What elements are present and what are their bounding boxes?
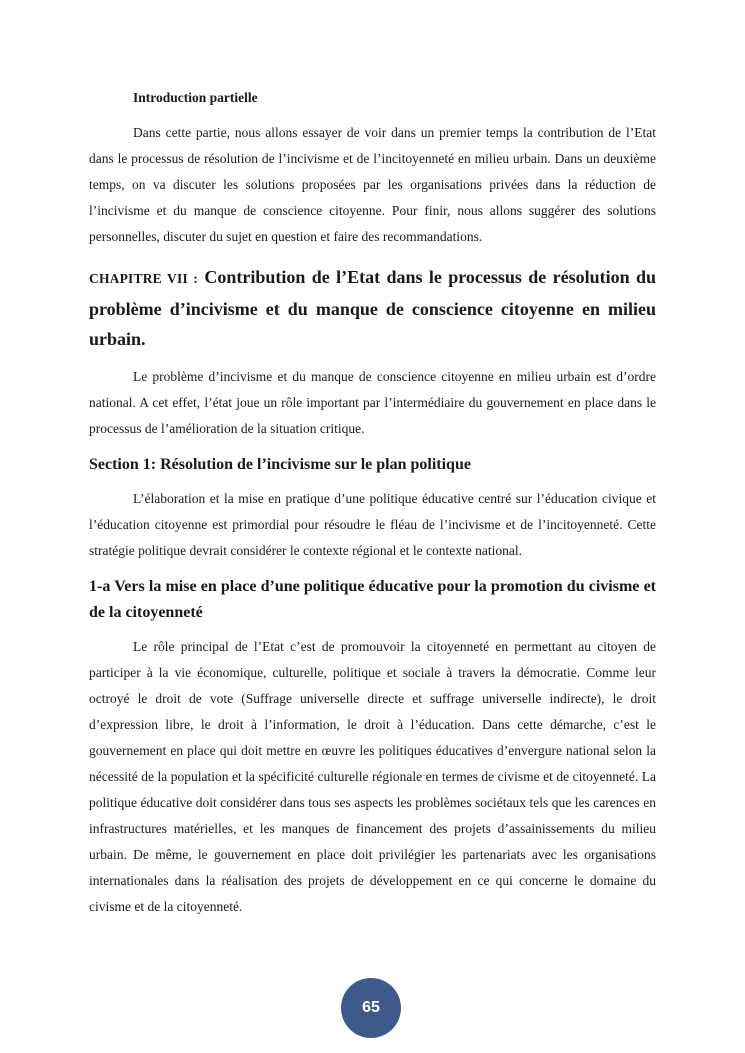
page-number-badge	[341, 978, 401, 1038]
intro-paragraph: Dans cette partie, nous allons essayer de voir dans un premier temps la contribution de l’Etat dans le processus de résolution de l’incivisme et de l’incitoyenneté en milieu urbain. Dans un deuxième temps, on va discuter les solutions proposées par les organisations privées dans la réduction de l’incivisme et du manque de conscience citoyenne. Pour finir, nous allons suggérer des solutions personnelles, discuter du sujet en question et faire des recommandations.	[89, 125, 656, 244]
section-paragraph: L’élaboration et la mise en pratique d’une politique éducative centré sur l’éducation civique et l’éducation citoyenne est primordial pour résoudre le fléau de l’incivisme et de l’incitoyenneté. Cette stratégie politique devrait considérer le contexte régional et le contexte national.	[89, 491, 656, 558]
subsection-paragraph: Le rôle principal de l’Etat c’est de promouvoir la citoyenneté en permettant au citoyen de participer à la vie économique, culturelle, politique et sociale à travers la démocratie. Comme leur octroyé le droit de vote (Suffrage universelle directe et suffrage universelle indirecte), le droit d’expression libre, le droit à l’information, le droit à l’éducation. Dans cette démarche, c’est le gouvernement en place qui doit mettre en œuvre les politiques éducatives d’envergure national selon la nécessité de la population et la spécificité culturelle régionale en termes de civisme et de citoyenneté. La politique éducative doit considérer dans tous ses aspects les problèmes sociétaux tels que les carences en infrastructures matérielles, et les manques de financement des projets d’assainissements du milieu urbain. De même, le gouvernement en place doit privilégier les partenariats avec les organisations internationales dans la réalisation des projets de développement en ce qui concerne le domaine du civisme et de la citoyenneté.	[89, 639, 656, 914]
chapter-paragraph: Le problème d’incivisme et du manque de conscience citoyenne en milieu urbain est d’ordre national. A cet effet, l’état joue un rôle important par l’intermédiaire du gouvernement en place dans le processus de l’amélioration de la situation critique.	[89, 369, 656, 436]
subsection-title: 1-a Vers la mise en place d’une politique éducative pour la promotion du civisme et de la citoyenneté	[89, 578, 656, 621]
document-page	[89, 86, 656, 928]
page-number: 65	[362, 999, 380, 1016]
chapter-label: CHAPITRE VII :	[89, 271, 199, 286]
chapter-title: Contribution de l’Etat dans le processus de résolution du problème d’incivisme et du manque de conscience citoyenne en milieu urbain.	[89, 267, 656, 349]
chapter-heading	[89, 262, 656, 354]
section-title: Section 1: Résolution de l’incivisme sur le plan politique	[89, 456, 471, 473]
intro-heading: Introduction partielle	[133, 90, 258, 105]
